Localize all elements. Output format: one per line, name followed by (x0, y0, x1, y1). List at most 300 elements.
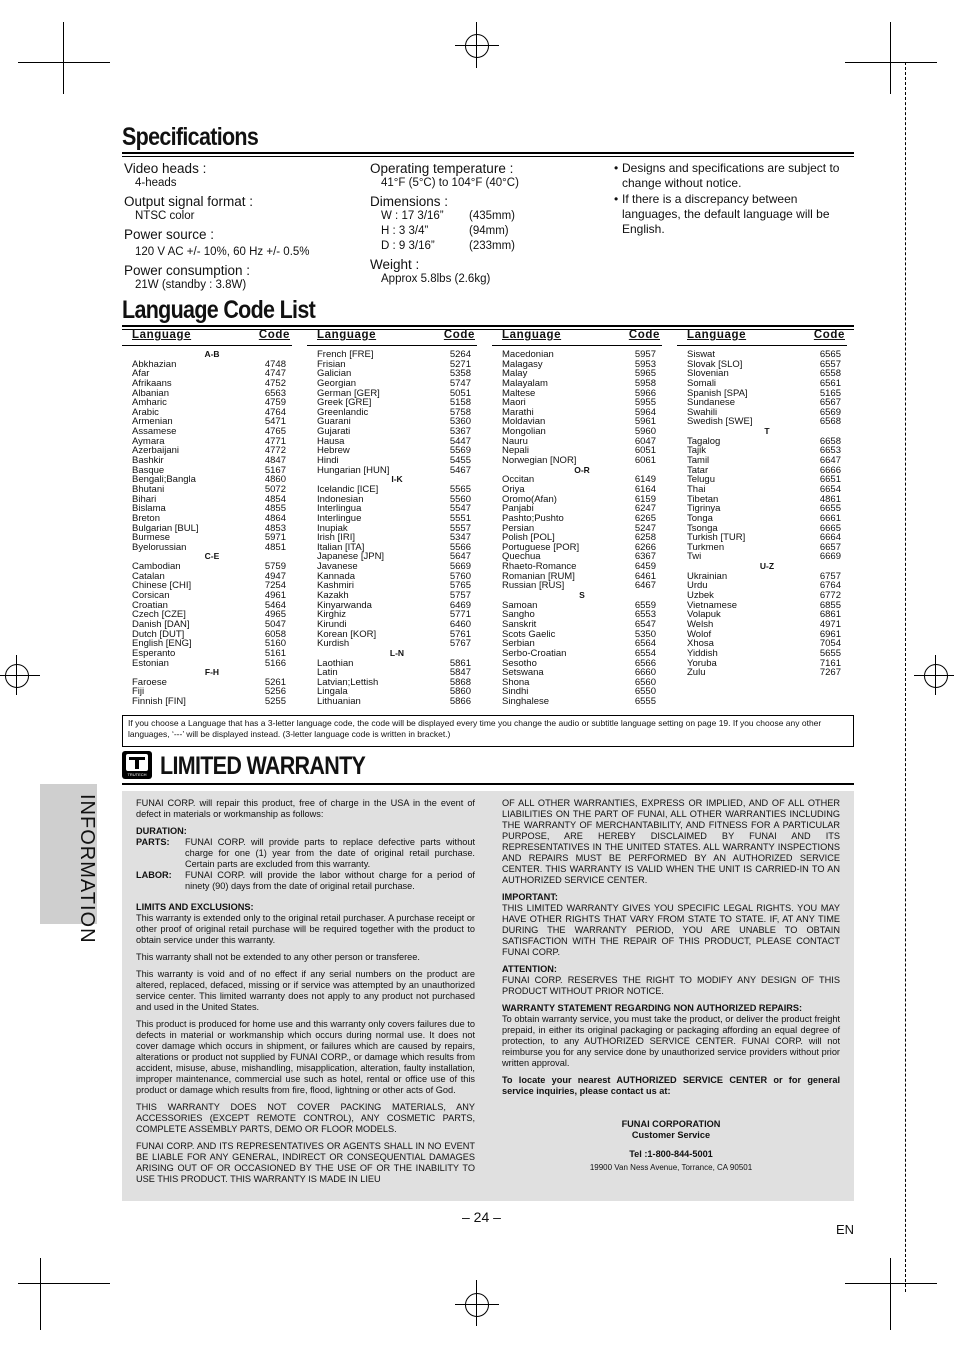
language-column (122, 331, 292, 707)
language-section-header: A-B (204, 349, 220, 359)
warranty-paragraph: This warranty is extended only to the original retail purchaser. A purchase receipt or other proof of original retail purchase will be required together with the product to obtain service under this warranty. (136, 913, 475, 945)
language-code: 5760 (449, 570, 471, 582)
language-name: Amharic (132, 397, 167, 409)
language-code: 4971 (819, 618, 841, 630)
language-code: 6661 (819, 512, 841, 524)
attention-heading: ATTENTION: (502, 964, 557, 974)
language-name: Guarani (317, 416, 351, 428)
language-code: 4748 (264, 358, 286, 370)
language-code: 6654 (819, 483, 841, 495)
language-code: 6051 (634, 445, 656, 457)
language-name: Kannada (317, 570, 356, 582)
language-name: Macedonian (502, 349, 554, 360)
language-name: Finnish [FIN] (132, 696, 186, 708)
language-name: Danish [DAN] (132, 618, 190, 630)
language-code: 6647 (819, 455, 841, 467)
language-name: Ukrainian (687, 570, 728, 582)
language-code: 5569 (449, 445, 471, 457)
spec-label: Power consumption : (124, 263, 251, 278)
warranty-left-column (136, 798, 475, 1191)
language-name: Azerbaijani (132, 445, 179, 457)
language-name: Czech [CZE] (132, 609, 186, 621)
language-code: 6149 (634, 474, 656, 486)
language-code: 5255 (264, 696, 286, 708)
language-name: Italian [ITA] (317, 541, 365, 553)
language-code: 5957 (634, 349, 656, 360)
language-name: Latvian;Lettish (317, 676, 379, 688)
language-code: 6565 (819, 349, 841, 360)
language-name: Burmese (132, 532, 171, 544)
language-name: Swahili (687, 406, 718, 418)
language-name: Lingala (317, 686, 348, 698)
language-name: Malagasy (502, 358, 543, 370)
spec-label: Dimensions : (370, 194, 449, 209)
language-code: 4765 (264, 426, 286, 438)
language-name: Tatar (687, 464, 709, 476)
language-name: Shona (502, 676, 530, 688)
language-code: 6657 (819, 541, 841, 553)
language-name: Singhalese (502, 696, 550, 708)
language-code: 5860 (449, 686, 471, 698)
language-code: 7054 (819, 638, 841, 650)
parts-text: FUNAI CORP. will provide parts to replace defective parts without charge for one (1) year from the date of original retail purchase. Certain parts are excluded from this warranty. (185, 837, 475, 869)
language-name: Laothian (317, 657, 354, 669)
language-code: 6664 (819, 532, 841, 544)
language-code: 6655 (819, 503, 841, 515)
language-code: 4771 (264, 435, 286, 447)
language-name: Kirghiz (317, 609, 347, 621)
language-code: 5264 (449, 349, 471, 360)
language-column-header: Language Code (307, 331, 477, 346)
language-name: Sindhi (502, 686, 529, 698)
language-code: 5161 (264, 647, 286, 659)
language-name: Interlingue (317, 512, 362, 524)
language-code: 6460 (449, 618, 471, 630)
language-code: 5256 (264, 686, 286, 698)
language-code: 7254 (264, 580, 286, 592)
language-name: Welsh (687, 618, 714, 630)
language-name: Tajik (687, 445, 707, 457)
language-code: 5557 (449, 522, 471, 534)
warranty-right-column (502, 798, 840, 1173)
language-code: 6564 (634, 638, 656, 650)
language-tag: EN (836, 1222, 855, 1237)
language-code: 6558 (819, 368, 841, 380)
language-code: 6651 (819, 474, 841, 486)
language-code: 5669 (449, 561, 471, 573)
language-code: 6469 (449, 599, 471, 611)
language-name: Uzbek (687, 590, 714, 602)
language-code: 6555 (634, 696, 656, 708)
language-code: 4860 (264, 474, 286, 486)
language-name: Telugu (687, 474, 715, 486)
language-code: 5964 (634, 406, 656, 418)
language-name: Oromo(Afan) (502, 493, 557, 505)
language-row (492, 581, 662, 591)
information-tab-label: INFORMATION (76, 794, 98, 944)
language-name: Abkhazian (132, 358, 177, 370)
spec-label: Power source : (124, 227, 215, 242)
language-name: Breton (132, 512, 160, 524)
language-code: 5350 (634, 628, 656, 640)
language-name: Inupiak (317, 522, 348, 534)
language-name: Spanish [SPA] (687, 387, 748, 399)
language-code: 5360 (449, 416, 471, 428)
language-name: French [FRE] (317, 349, 374, 360)
language-code: 4764 (264, 406, 286, 418)
language-code: 6553 (634, 609, 656, 621)
spec-value: 120 V AC +/- 10%, 60 Hz +/- 0.5% (135, 246, 310, 258)
spec-label: Operating temperature : (370, 161, 514, 176)
language-code: 5455 (449, 455, 471, 467)
language-code: 5765 (449, 580, 471, 592)
language-code: 5467 (449, 464, 471, 476)
language-name: Portuguese [POR] (502, 541, 580, 553)
parts-heading: PARTS: (136, 837, 170, 847)
language-name: Fiji (132, 686, 145, 698)
language-name: Catalan (132, 570, 165, 582)
language-name: Turkmen (687, 541, 725, 553)
language-name: Turkish [TUR] (687, 532, 746, 544)
language-code: 5547 (449, 503, 471, 515)
language-name: Dutch [DUT] (132, 628, 185, 640)
language-code: 6961 (819, 628, 841, 640)
language-name: Bihari (132, 493, 157, 505)
language-name: Sundanese (687, 397, 736, 409)
language-section-header: O-R (574, 464, 590, 475)
important-heading: IMPORTANT: (502, 892, 558, 902)
language-name: Bashkir (132, 455, 164, 467)
language-code: 5647 (449, 551, 471, 563)
language-code: 4855 (264, 503, 286, 515)
language-code: 4772 (264, 445, 286, 457)
language-name: Tibetan (687, 493, 719, 505)
language-name: Nepali (502, 445, 529, 457)
language-row (677, 668, 847, 678)
language-code: 5759 (264, 561, 286, 573)
language-code: 6258 (634, 532, 656, 544)
spec-value: 4-heads (135, 177, 177, 189)
language-code: 5358 (449, 368, 471, 380)
language-name: Greek [GRE] (317, 397, 372, 409)
language-name: Tsonga (687, 522, 718, 534)
warranty-paragraph: This warranty shall not be extended to any other person or transferee. (136, 952, 420, 962)
language-code: 5971 (264, 532, 286, 544)
language-code-list-title: Language Code List (122, 296, 316, 324)
language-name: Vietnamese (687, 599, 737, 611)
language-name: Frisian (317, 358, 346, 370)
language-name: Gujarati (317, 426, 351, 438)
language-name: Samoan (502, 599, 538, 611)
language-code: 5761 (449, 628, 471, 640)
language-section-header: C-E (204, 551, 220, 562)
language-code: 5767 (449, 638, 471, 650)
language-code: 5167 (264, 464, 286, 476)
language-code: 6666 (819, 464, 841, 476)
language-column-header: Language Code (677, 331, 847, 346)
language-name: Galician (317, 368, 352, 380)
language-name: Maori (502, 397, 526, 409)
language-name: Oriya (502, 483, 525, 495)
language-section-header: L-N (389, 647, 405, 658)
language-code: 6557 (819, 358, 841, 370)
language-name: Cambodian (132, 561, 181, 573)
language-name: Serbo-Croatian (502, 647, 567, 659)
language-name: Kurdish (317, 638, 350, 650)
language-code: 5655 (819, 647, 841, 659)
language-code: 6567 (819, 397, 841, 409)
language-code: 5471 (264, 416, 286, 428)
language-code: 6653 (819, 445, 841, 457)
language-section-header: T (764, 426, 770, 437)
language-name: Romanian [RUM] (502, 570, 575, 582)
language-name: Tonga (687, 512, 713, 524)
spec-label: Output signal format : (124, 194, 254, 209)
language-name: Lithuanian (317, 696, 361, 708)
language-code: 5861 (449, 657, 471, 669)
language-row (122, 697, 292, 707)
attention-text: FUNAI CORP. RESERVES THE RIGHT TO MODIFY ANY DESIGN OF THIS PRODUCT WITHOUT PRIOR NOTICE. (502, 975, 840, 996)
language-code: 6459 (634, 561, 656, 573)
limited-warranty-title: LIMITED WARRANTY (160, 752, 366, 780)
specs-mid (370, 161, 600, 290)
truetech-logo: TRUTECH (122, 751, 152, 779)
spec-label: Video heads : (124, 161, 207, 176)
locate-text: To locate your nearest AUTHORIZED SERVICE CENTER or for general service inquiries, please contact us at: (502, 1075, 840, 1096)
language-code: 6757 (819, 570, 841, 582)
language-code: 5965 (634, 368, 656, 380)
language-name: Panjabi (502, 503, 534, 515)
spec-value: 21W (standby : 3.8W) (135, 279, 247, 291)
language-code: 5960 (634, 426, 656, 438)
language-name: Armenian (132, 416, 173, 428)
language-name: Assamese (132, 426, 177, 438)
language-code: 5771 (449, 609, 471, 621)
language-name: Corsican (132, 590, 170, 602)
language-name: Chinese [CHI] (132, 580, 192, 592)
language-code: 6554 (634, 647, 656, 659)
language-code: 5158 (449, 397, 471, 409)
statement-text: To obtain warranty service, you must take the product, or deliver the product freight prepaid, in either its original packaging or packaging affording an equal degree of protection, to any AUTHORIZED SERVICE CENTER. FUNAI CORP. will not reimburse you for any service done by unauthorized service providers without prior written approval. (502, 1014, 840, 1068)
language-name: Malay (502, 368, 528, 380)
language-name: Basque (132, 464, 165, 476)
company-name: FUNAI CORPORATION (621, 1119, 721, 1129)
language-code: 6569 (819, 406, 841, 418)
language-name: Moldavian (502, 416, 546, 428)
spec-note: If there is a discrepancy between languages, the default language will be English. (622, 192, 830, 236)
language-code-note: If you choose a Language that has a 3-letter language code, the code will be displayed every time you change the audio or subtitle language setting on page 19. If you choose any other languages, ‘---’ will be displayed instead. (3-letter language code is written in bracket.) (122, 715, 854, 747)
language-row (307, 697, 477, 707)
language-code: 5566 (449, 541, 471, 553)
language-code: 4752 (264, 377, 286, 389)
language-row (677, 417, 847, 427)
language-name: Pashto;Pushto (502, 512, 564, 524)
language-name: Georgian (317, 377, 357, 389)
duration-heading: DURATION: (136, 826, 187, 836)
warranty-paragraph: FUNAI CORP. AND ITS REPRESENTATIVES OR AGENTS SHALL IN NO EVENT BE LIABLE FOR ANY GENERAL, INDIRECT OR CONSEQUENTIAL DAMAGES ARISING OUT OF OR OCCASIONED BY THE USE OF OR THE INABILITY TO USE THIS PRODUCT. THIS WARRANTY IS MADE IN LIEU (136, 1141, 475, 1184)
language-name: Hausa (317, 435, 345, 447)
labor-text: FUNAI CORP. will provide the labor without charge for a period of ninety (90) days from the date of original retail purchase. (185, 870, 475, 891)
language-name: Javanese (317, 561, 358, 573)
language-code: 5072 (264, 483, 286, 495)
warranty-paragraph: THIS WARRANTY DOES NOT COVER PACKING MATERIALS, ANY ACCESSORIES (EXCEPT REMOTE CONTROL), ANY COSMETIC PARTS, COMPLETE ASSEMBLY PARTS, DEMO OR FLOOR MODELS. (136, 1102, 475, 1134)
language-name: Slovak [SLO] (687, 358, 743, 370)
language-code: 5966 (634, 387, 656, 399)
language-code: 6658 (819, 435, 841, 447)
language-name: Quechua (502, 551, 541, 563)
language-code: 4864 (264, 512, 286, 524)
information-tab (40, 784, 98, 944)
language-column-header: Language Code (122, 331, 292, 346)
language-name: Sangho (502, 609, 535, 621)
language-code: 6772 (819, 590, 841, 602)
language-name: Japanese [JPN] (317, 551, 385, 563)
language-name: Nauru (502, 435, 528, 447)
language-code: 7267 (819, 667, 841, 679)
language-code: 4851 (264, 541, 286, 553)
limits-heading: LIMITS AND EXCLUSIONS: (136, 902, 254, 912)
language-name: Volapuk (687, 609, 721, 621)
language-code: 5261 (264, 676, 286, 688)
spec-value: NTSC color (135, 210, 195, 222)
language-name: Sanskrit (502, 618, 537, 630)
language-section-header: F-H (204, 667, 220, 678)
language-code: 5047 (264, 618, 286, 630)
language-code: 6547 (634, 618, 656, 630)
language-code: 5551 (449, 512, 471, 524)
language-code: 5758 (449, 406, 471, 418)
specs-left (124, 161, 354, 296)
language-name: Norwegian [NOR] (502, 455, 577, 467)
language-name: Setswana (502, 667, 544, 679)
language-name: German [GER] (317, 387, 380, 399)
language-code: 5447 (449, 435, 471, 447)
language-code: 6265 (634, 512, 656, 524)
language-code: 6861 (819, 609, 841, 621)
language-code: 5866 (449, 696, 471, 708)
language-name: Rhaeto-Romance (502, 561, 577, 573)
language-code: 6164 (634, 483, 656, 495)
language-code: 5166 (264, 657, 286, 669)
language-section-header: I-K (391, 474, 403, 485)
labor-heading: LABOR: (136, 870, 172, 880)
language-name: Kirundi (317, 618, 347, 630)
spec-value: 41°F (5°C) to 104°F (40°C) (381, 177, 519, 189)
language-code: 6550 (634, 686, 656, 698)
warranty-panel (122, 791, 854, 1201)
language-code: 6461 (634, 570, 656, 582)
language-row (492, 697, 662, 707)
language-name: Kashmiri (317, 580, 354, 592)
language-name: Bulgarian [BUL] (132, 522, 199, 534)
language-code: 4961 (264, 590, 286, 602)
language-code: 5347 (449, 532, 471, 544)
language-name: Zulu (687, 667, 706, 679)
language-code: 6855 (819, 599, 841, 611)
address: 19900 Van Ness Avenue, Torrance, CA 90501 (589, 1163, 753, 1172)
language-code: 6560 (634, 676, 656, 688)
language-name: Scots Gaelic (502, 628, 556, 640)
language-code: 6566 (634, 657, 656, 669)
language-code: 4854 (264, 493, 286, 505)
language-name: Croatian (132, 599, 168, 611)
language-name: Arabic (132, 406, 159, 418)
dimension-w: W : 17 3/16” (435mm) (381, 210, 516, 222)
language-name: Marathi (502, 406, 534, 418)
language-code: 5868 (449, 676, 471, 688)
language-code: 6561 (819, 377, 841, 389)
language-name: Irish [IRI] (317, 532, 356, 544)
language-code: 6764 (819, 580, 841, 592)
language-code: 6568 (819, 416, 841, 428)
language-name: Kinyarwanda (317, 599, 372, 611)
language-name: English [ENG] (132, 638, 192, 650)
language-name: Icelandic [ICE] (317, 483, 379, 495)
language-name: Interlingua (317, 503, 362, 515)
language-code: 6266 (634, 541, 656, 553)
warranty-paragraph: This product is produced for home use and this warranty only covers failures due to defects in material or workmanship which occurs during normal use. It does not cover damage which occurs in shipment, or failures which are caused by repairs, alterations or product not supplied by FUNAI CORP., or damage which results from accident, misuse, abuse, mishandling, misapplication, alteration, faulty installation, improper maintenance, commercial use such as hotel, rental or office use of this product or damage which results from fire, flood, lightning or other acts of God. (136, 1019, 475, 1095)
language-name: Latin (317, 667, 338, 679)
language-name: Tamil (687, 455, 710, 467)
language-code: 4759 (264, 397, 286, 409)
language-name: Sesotho (502, 657, 537, 669)
language-code: 5165 (819, 387, 841, 399)
language-name: Esperanto (132, 647, 176, 659)
language-code: 6660 (634, 667, 656, 679)
language-code: 6159 (634, 493, 656, 505)
language-column (492, 331, 662, 707)
language-name: Occitan (502, 474, 535, 486)
language-name: Twi (687, 551, 702, 563)
language-name: Bengali;Bangla (132, 474, 196, 486)
dimension-h: H : 3 3/4” (94mm) (381, 225, 509, 237)
language-code: 4861 (819, 493, 841, 505)
language-code: 5271 (449, 358, 471, 370)
language-name: Albanian (132, 387, 169, 399)
language-name: Tigrinya (687, 503, 721, 515)
language-name: Korean [KOR] (317, 628, 377, 640)
language-code: 5747 (449, 377, 471, 389)
language-name: Yiddish (687, 647, 718, 659)
language-name: Hindi (317, 455, 339, 467)
language-name: Urdu (687, 580, 708, 592)
language-code: 5367 (449, 426, 471, 438)
language-code: 5958 (634, 377, 656, 389)
phone-number: Tel :1-800-844-5001 (629, 1149, 713, 1159)
language-code: 6563 (264, 387, 286, 399)
important-text: THIS LIMITED WARRANTY GIVES YOU SPECIFIC LEGAL RIGHTS. YOU MAY HAVE OTHER RIGHTS THAT VARY FROM STATE TO STATE. IF, AT ANY TIME DURING THE WARRANTY PERIOD, YOU ARE UNABLE TO OBTAIN SATISFACTION WITH THE REPAIR OF THIS PRODUCT, PLEASE CONTACT FUNAI CORP. (502, 903, 840, 957)
language-name: Aymara (132, 435, 165, 447)
language-code: 5565 (449, 483, 471, 495)
language-name: Estonian (132, 657, 169, 669)
language-column (307, 331, 477, 707)
language-code: 4947 (264, 570, 286, 582)
language-name: Faroese (132, 676, 167, 688)
warranty-paragraph: OF ALL OTHER WARRANTIES, EXPRESS OR IMPLIED, AND OF ALL OTHER LIABILITIES ON THE PART OF FUNAI, ALL OTHER WARRANTIES INCLUDING THE WARRANTY OF MERCHANTABILITY, AND FITNESS FOR A PARTICULAR PURPOSE, ARE HEREBY DISCLAIMED BY FUNAI AND ITS REPRESENTATIVES IN THE UNITED STATES. ALL WARRANTY INSPECTIONS AND REPAIRS MUST BE PERFORMED BY AN AUTHORIZED SERVICE CENTER. THIS WARRANTY IS VALID WHEN THE UNIT IS CARRIED-IN TO AN AUTHORIZED SERVICE CENTER. (502, 798, 840, 885)
language-column (677, 331, 847, 678)
language-code: 5560 (449, 493, 471, 505)
language-code: 4847 (264, 455, 286, 467)
language-name: Thai (687, 483, 706, 495)
language-name: Persian (502, 522, 535, 534)
language-name: Wolof (687, 628, 712, 640)
language-code: 5847 (449, 667, 471, 679)
language-name: Maltese (502, 387, 536, 399)
language-name: Swedish [SWE] (687, 416, 753, 428)
language-code: 5953 (634, 358, 656, 370)
warranty-paragraph: This warranty is void and of no effect if any serial numbers on the product are altered, replaced, defaced, missing or if service was attempted by an unauthorized service center. This limited warranty does not apply to any product not purchased and used in the United States. (136, 969, 475, 1012)
language-column-header: Language Code (492, 331, 662, 346)
